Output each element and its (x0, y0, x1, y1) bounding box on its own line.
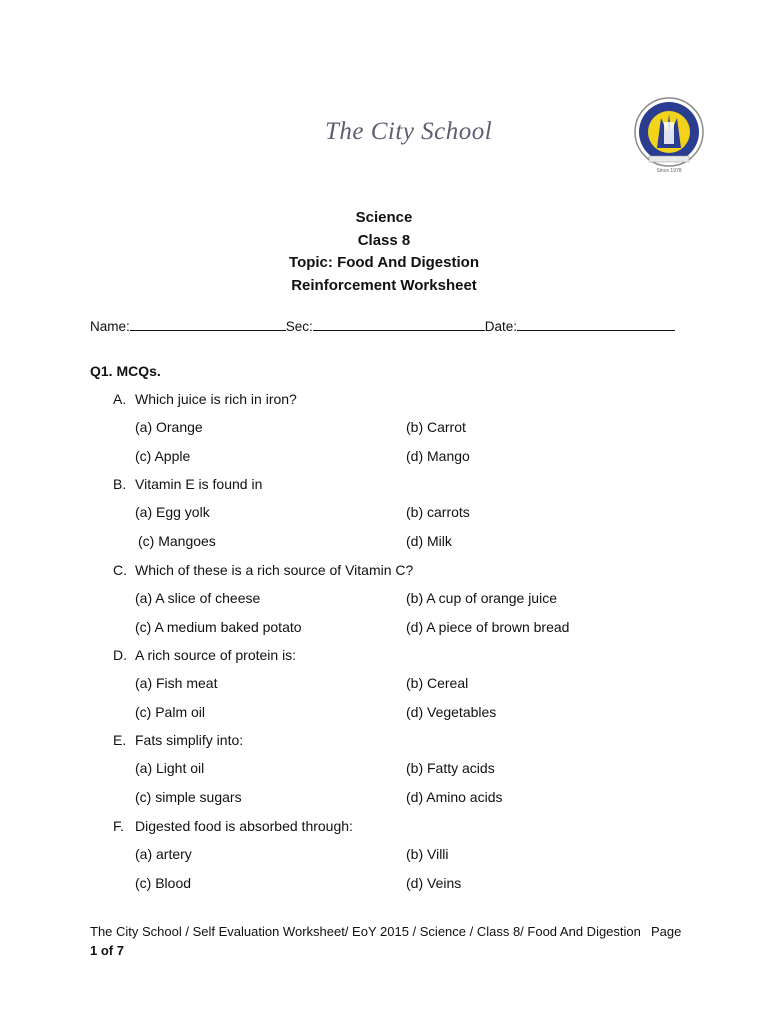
student-info-bar (90, 316, 675, 334)
answer-option[interactable]: (b) carrots (406, 504, 470, 520)
answer-option[interactable]: (c) Mangoes (138, 533, 216, 549)
answer-option[interactable]: (a) A slice of cheese (135, 590, 261, 606)
footer-page-word: Page (651, 924, 682, 939)
logo-since-text: Since 1978 (656, 168, 682, 174)
question-text: Fats simplify into: (135, 732, 244, 748)
answer-option[interactable]: (d) Veins (406, 875, 462, 891)
answer-option[interactable]: (c) A medium baked potato (135, 619, 302, 635)
date-field[interactable] (517, 316, 675, 331)
worksheet-title: Reinforcement Worksheet (291, 277, 477, 294)
sec-field[interactable] (313, 316, 485, 331)
question-text: Which juice is rich in iron? (135, 391, 297, 407)
answer-option[interactable]: (a) Light oil (135, 760, 205, 776)
question-text: A rich source of protein is: (135, 647, 297, 663)
answer-option[interactable]: (d) A piece of brown bread (406, 619, 570, 635)
date-label: Date: (484, 319, 518, 334)
question-text: Vitamin E is found in (135, 476, 263, 492)
section-title: Q1. MCQs. (90, 363, 161, 379)
answer-option[interactable]: (d) Amino acids (406, 789, 503, 805)
name-field[interactable] (130, 316, 286, 331)
answer-option[interactable]: (c) Apple (135, 448, 191, 464)
answer-option[interactable]: (a) artery (135, 846, 192, 862)
answer-option[interactable]: (a) Orange (135, 419, 203, 435)
question-text: Digested food is absorbed through: (135, 818, 353, 834)
sec-label: Sec: (285, 319, 313, 334)
question-letter: C. (113, 562, 127, 578)
question-text: Which of these is a rich source of Vitamin C? (135, 562, 414, 578)
subject-title: Science (355, 209, 413, 226)
answer-option[interactable]: (c) Blood (135, 875, 192, 891)
name-label: Name: (90, 319, 130, 334)
answer-option[interactable]: (c) simple sugars (135, 789, 242, 805)
school-crest-logo (633, 94, 705, 178)
footer-text: The City School / Self Evaluation Worksheet/ EoY 2015 / Science / Class 8/ Food And Digestion (90, 924, 641, 939)
answer-option[interactable]: (a) Egg yolk (135, 504, 210, 520)
answer-option[interactable]: (b) Cereal (406, 675, 469, 691)
answer-option[interactable]: (b) Villi (406, 846, 449, 862)
answer-option[interactable]: (d) Mango (406, 448, 470, 464)
question-letter: A. (113, 391, 127, 407)
answer-option[interactable]: (d) Milk (406, 533, 452, 549)
question-letter: F. (113, 818, 124, 834)
question-letter: D. (113, 647, 127, 663)
answer-option[interactable]: (d) Vegetables (406, 704, 497, 720)
answer-option[interactable]: (a) Fish meat (135, 675, 218, 691)
question-letter: B. (113, 476, 127, 492)
answer-option[interactable]: (b) Fatty acids (406, 760, 495, 776)
answer-option[interactable]: (b) A cup of orange juice (406, 590, 557, 606)
topic-title: Topic: Food And Digestion (289, 254, 479, 271)
question-letter: E. (113, 732, 127, 748)
footer-page-count: 1 of 7 (90, 943, 124, 958)
answer-option[interactable]: (c) Palm oil (135, 704, 206, 720)
answer-option[interactable]: (b) Carrot (406, 419, 466, 435)
class-title: Class 8 (357, 232, 411, 249)
school-name-logo: The City School (325, 118, 493, 145)
